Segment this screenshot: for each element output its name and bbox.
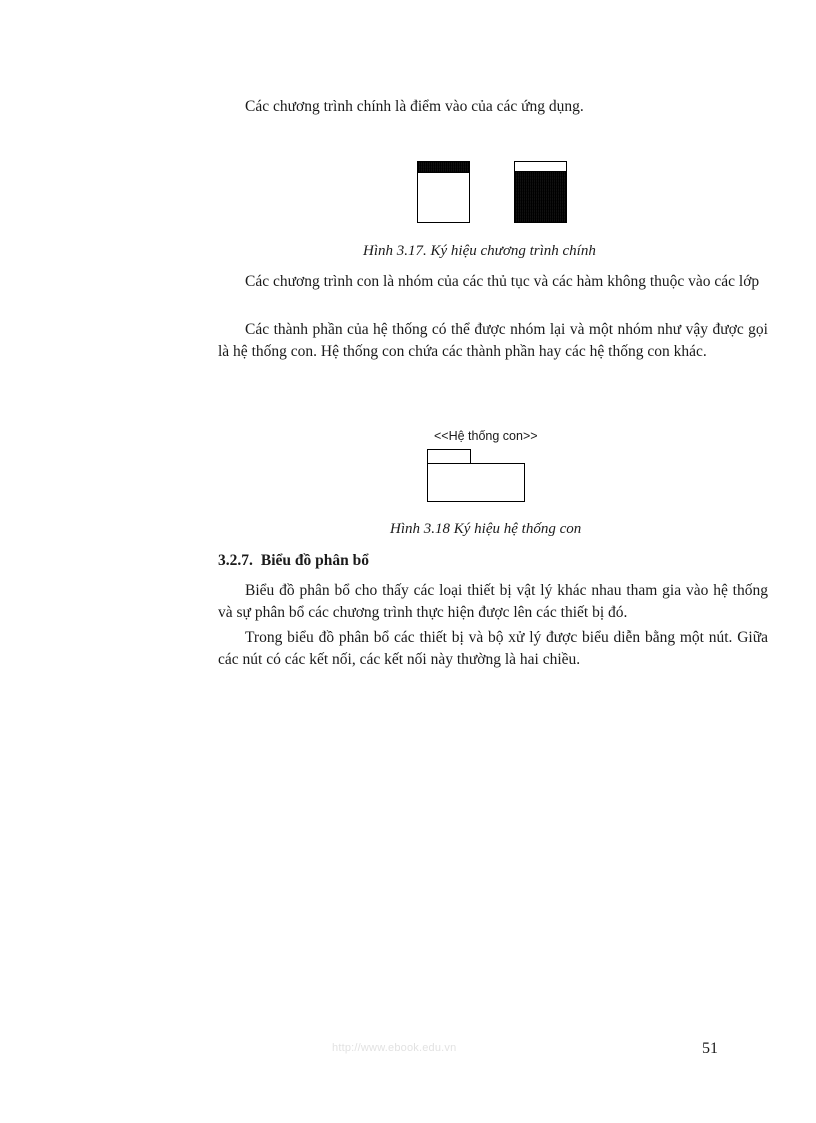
section-number: 3.2.7. bbox=[218, 552, 253, 569]
figure-3-18-caption: Hình 3.18 Ký hiệu hệ thống con bbox=[390, 521, 582, 537]
section-title: Biểu đồ phân bổ bbox=[260, 552, 369, 569]
paragraph-main-programs: Các chương trình chính là điểm vào của các ứng dụng. bbox=[245, 98, 584, 115]
subsystem-folder-tab bbox=[427, 449, 471, 464]
paragraph-subsystems: Các thành phần của hệ thống có thể được nhóm lại và một nhóm như vậy được gọi là hệ thống con. Hệ thống con chứa các thành phần hay các hệ thống con khác. bbox=[218, 321, 768, 360]
figure-3-17-caption: Hình 3.17. Ký hiệu chương trình chính bbox=[363, 243, 596, 259]
paragraph-deployment-intro: Biểu đồ phân bổ cho thấy các loại thiết bị vật lý khác nhau tham gia vào hệ thống và sự phân bổ các chương trình thực hiện được lên các thiết bị đó. bbox=[218, 582, 768, 621]
main-program-icon-dark bbox=[514, 161, 567, 223]
watermark-url: http://www.ebook.edu.vn bbox=[332, 1042, 457, 1054]
subsystem-stereotype-label: <<Hệ thống con>> bbox=[434, 429, 538, 443]
page-number: 51 bbox=[702, 1040, 718, 1057]
paragraph-deployment-nodes: Trong biểu đồ phân bổ các thiết bị và bộ xử lý được biểu diễn bằng một nút. Giữa các nút có các kết nối, các kết nối này thường là hai chiều. bbox=[218, 629, 768, 668]
main-program-header-band bbox=[418, 162, 469, 173]
subsystem-folder-body bbox=[427, 463, 525, 502]
main-program-icon-light bbox=[417, 161, 470, 223]
section-heading bbox=[218, 550, 369, 572]
paragraph-subprograms: Các chương trình con là nhóm của các thủ tục và các hàm không thuộc vào các lớp bbox=[245, 273, 760, 290]
main-program-header-strip bbox=[515, 162, 566, 172]
main-program-body-fill bbox=[515, 172, 566, 222]
